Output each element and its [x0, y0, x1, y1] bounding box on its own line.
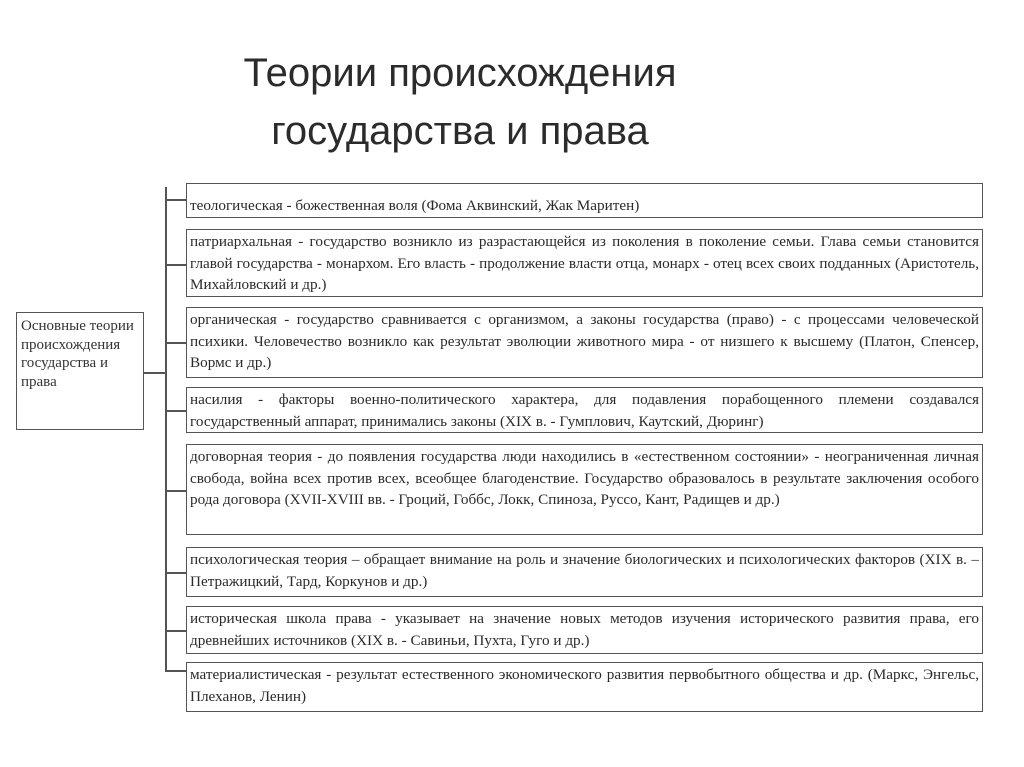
branch-connector-2	[165, 264, 186, 266]
slide-title-line-1: Теории происхождения	[243, 51, 677, 95]
branch-connector-6	[165, 572, 186, 574]
branch-connector-7	[165, 630, 186, 632]
theory-box-contract: договорная теория - до появления государства люди находились в «естественном состоянии» - неограниченная личная свобода, война всех против всех, всеобщее благоденствие. Государство образовалось в результате заключения особого рода договора (XVII-XVIII вв. - Гроций, Гоббс, Локк, Спиноза, Руссо, Кант, Радищев и др.)	[186, 444, 983, 535]
slide-title-line-2: государства и права	[271, 109, 649, 153]
root-connector-line	[144, 372, 166, 374]
root-node-box: Основные теории происхождения государства и права	[16, 312, 144, 430]
vertical-trunk-line	[165, 187, 167, 671]
branch-connector-8	[165, 670, 186, 672]
theory-box-patriarchal: патриархальная - государство возникло из разрастающейся из поколения в поколение семьи. Глава семьи становится главой государства - монархом. Его власть - продолжение власти отца, монарх - отец всех своих подданных (Аристотель, Михайловский и др.)	[186, 229, 983, 297]
theory-box-historical-school: историческая школа права - указывает на значение новых методов изучения исторического развития права, его древнейших источников (XIX в. - Савиньи, Пухта, Гуго и др.)	[186, 606, 983, 654]
theory-box-violence: насилия - факторы военно-политического характера, для подавления порабощенного племени создавался государственный аппарат, принимались законы (XIX в. - Гумплович, Каутский, Дюринг)	[186, 387, 983, 433]
branch-connector-3	[165, 342, 186, 344]
theory-box-organic: органическая - государство сравнивается с организмом, а законы государства (право) - с процессами человеческой психики. Человечество возникло как результат эволюции животного мира - от низшего к высшему (Платон, Спенсер, Вормс и др.)	[186, 307, 983, 378]
slide-title	[140, 44, 780, 160]
branch-connector-4	[165, 410, 186, 412]
theory-box-psychological: психологическая теория – обращает внимание на роль и значение биологических и психологических факторов (XIX в. – Петражицкий, Тард, Коркунов и др.)	[186, 547, 983, 597]
theory-box-theological: теологическая - божественная воля (Фома Аквинский, Жак Маритен)	[186, 183, 983, 218]
theory-box-materialist: материалистическая - результат естественного экономического развития первобытного общества и др. (Маркс, Энгельс, Плеханов, Ленин)	[186, 662, 983, 712]
branch-connector-1	[165, 199, 186, 201]
branch-connector-5	[165, 490, 186, 492]
